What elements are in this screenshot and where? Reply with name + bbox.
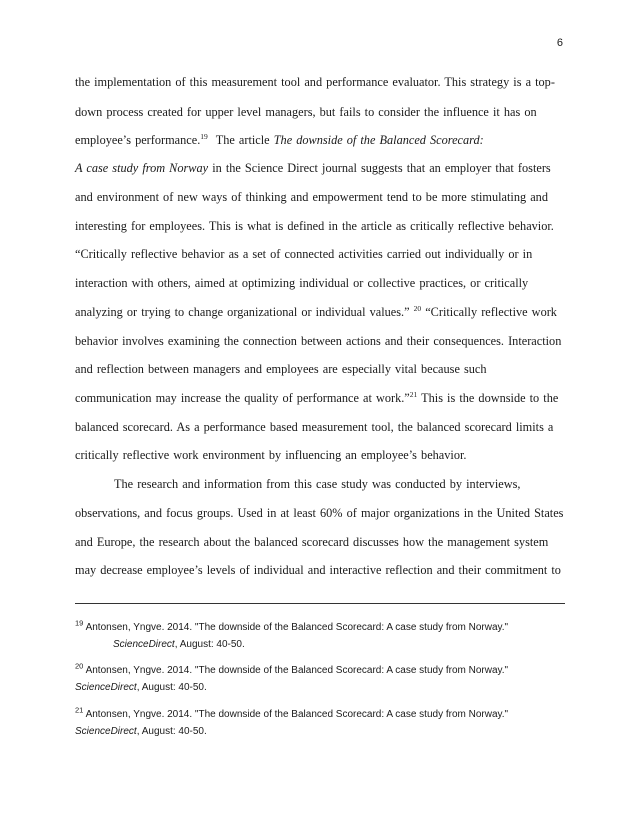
body-line: and reflection between managers and employees are especially vital because such xyxy=(75,362,487,376)
body-line: interaction with others, aimed at optimizing individual or collective practices, or critically xyxy=(75,276,529,290)
body-text: This is the downside to the xyxy=(417,391,559,405)
footnote xyxy=(75,662,565,696)
body-line xyxy=(75,160,565,176)
body-line xyxy=(75,132,565,148)
article-title: The downside of the Balanced Scorecard: xyxy=(273,133,484,147)
body-line: balanced scorecard. As a performance based measurement tool, the balanced scorecard limits a xyxy=(75,420,554,434)
body-line: interesting for employees. This is what is defined in the article as critically reflective behavior. xyxy=(75,219,554,233)
body-line xyxy=(75,390,565,406)
body-line xyxy=(75,304,565,320)
footnote-text: Antonsen, Yngve. 2014. "The downside of the Balanced Scorecard: A case study from Norway." xyxy=(85,665,509,676)
body-text: analyzing or trying to change organizational or individual values.” xyxy=(75,305,414,319)
footnote-text: Antonsen, Yngve. 2014. "The downside of the Balanced Scorecard: A case study from Norway." xyxy=(85,622,509,633)
footnote xyxy=(75,706,565,740)
footnote-separator xyxy=(75,603,565,604)
footnote-text: , August: 40-50. xyxy=(136,682,207,693)
body-text: in the Science Direct journal suggests that an employer that fosters xyxy=(208,161,551,175)
article-title: A case study from Norway xyxy=(75,161,209,175)
footnote-text: , August: 40-50. xyxy=(136,726,207,737)
body-text: employee’s performance. xyxy=(75,133,201,147)
body-line: behavior involves examining the connection between actions and their consequences. Interaction xyxy=(75,334,562,348)
body-line-indented: The research and information from this case study was conducted by interviews, xyxy=(114,477,521,491)
footnote-ref: 19 xyxy=(200,131,208,141)
body-line: observations, and focus groups. Used in at least 60% of major organizations in the United States xyxy=(75,506,564,520)
footnote xyxy=(75,619,565,653)
footnote-ref: 20 xyxy=(413,303,422,313)
body-line: may decrease employee’s levels of individual and interactive reflection and their commitment to xyxy=(75,563,561,577)
body-line: down process created for upper level managers, but fails to consider the influence it has on xyxy=(75,105,537,119)
footnote-number: 21 xyxy=(75,705,84,715)
body-text: The article xyxy=(207,133,274,147)
body-text: communication may increase the quality of performance at work.” xyxy=(75,391,410,405)
footnote-text: Antonsen, Yngve. 2014. "The downside of the Balanced Scorecard: A case study from Norway." xyxy=(85,709,509,720)
page-number: 6 xyxy=(556,37,563,49)
footnote-journal: ScienceDirect xyxy=(75,682,137,693)
footnote-text: , August: 40-50. xyxy=(174,639,245,650)
body-text: “Critically reflective work xyxy=(421,305,557,319)
footnote-journal: ScienceDirect xyxy=(113,639,175,650)
body-line: the implementation of this measurement tool and performance evaluator. This strategy is a top- xyxy=(75,75,555,89)
footnote-ref: 21 xyxy=(409,389,418,399)
body-line: “Critically reflective behavior as a set of connected activities carried out individually or in xyxy=(75,247,533,261)
footnote-number: 20 xyxy=(75,661,84,671)
footnote-journal: ScienceDirect xyxy=(75,726,137,737)
body-line: and environment of new ways of thinking and empowerment tend to be more stimulating and xyxy=(75,190,548,204)
body-line: and Europe, the research about the balanced scorecard discusses how the management system xyxy=(75,535,549,549)
body-line: critically reflective work environment by influencing an employee’s behavior. xyxy=(75,448,467,462)
footnote-number: 19 xyxy=(75,618,84,628)
